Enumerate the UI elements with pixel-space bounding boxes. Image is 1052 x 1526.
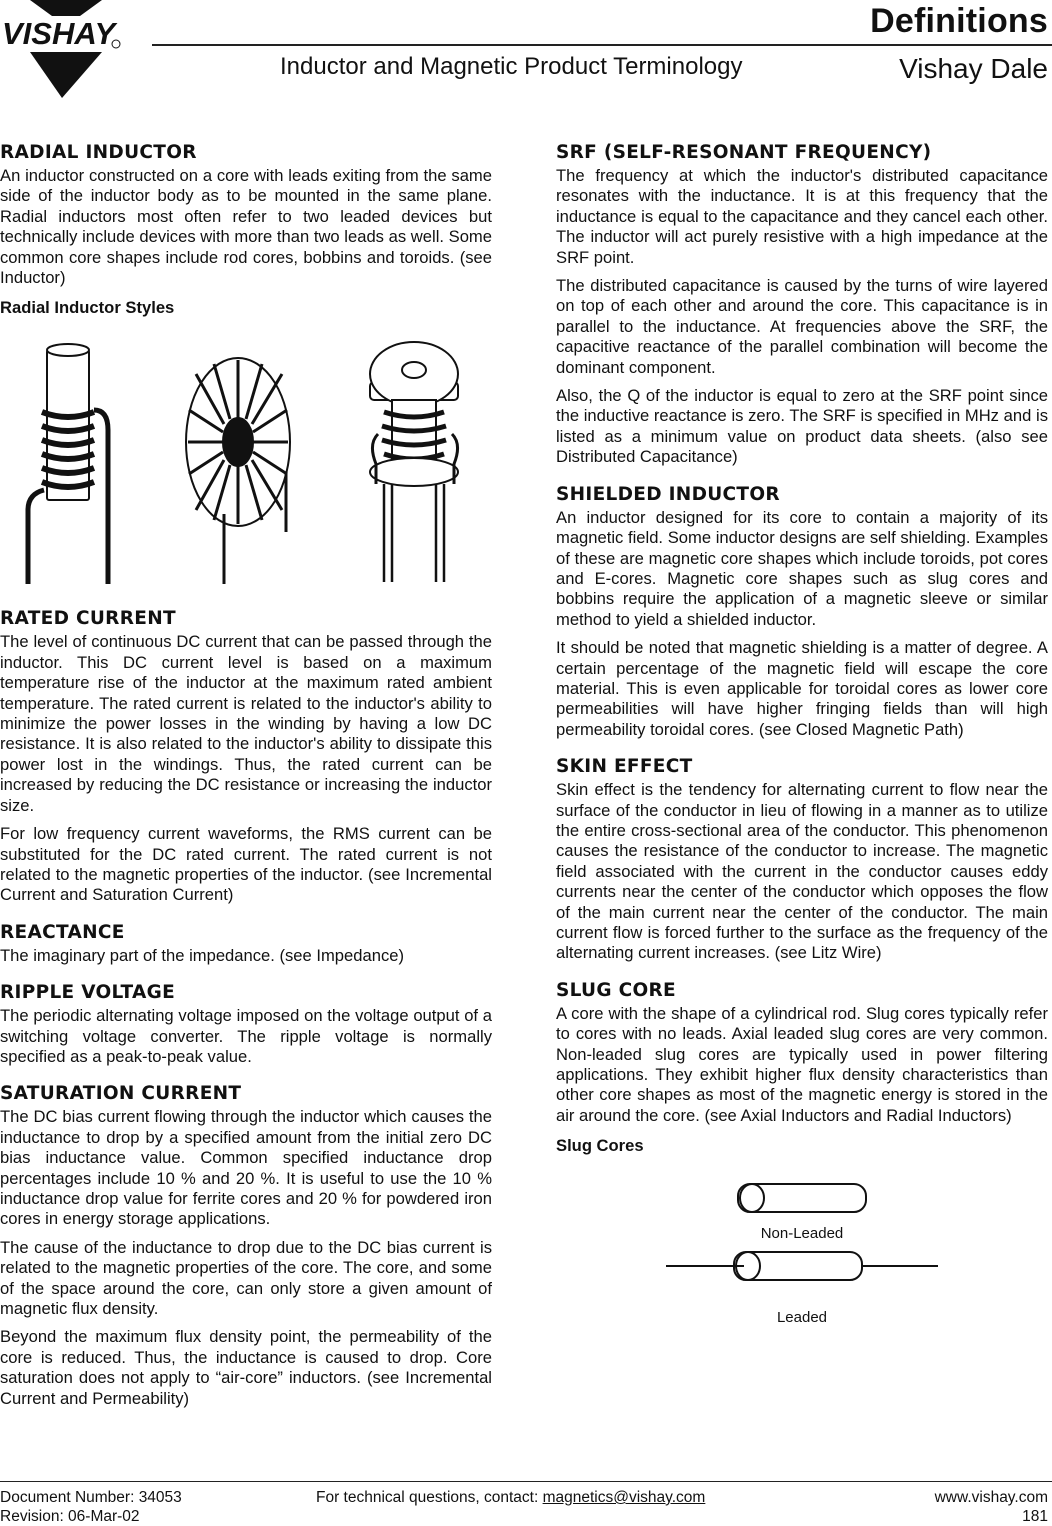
heading-reactance: REACTANCE [0,921,125,943]
header-rule [152,44,1052,46]
contact-email-link[interactable]: magnetics@vishay.com [542,1489,706,1506]
page-subtitle: Inductor and Magnetic Product Terminology [280,53,743,80]
left-column [0,142,492,1425]
section-slug-core [556,980,1048,1370]
label-non-leaded: Non-Leaded [760,1225,844,1243]
radial-inductor-styles-figure [0,322,492,592]
section-ripple-voltage [0,982,492,1067]
figure-label-slug: Slug Cores [556,1136,644,1156]
company-name: Vishay Dale [899,53,1048,84]
vishay-logo [0,0,125,100]
heading-skin-effect: SKIN EFFECT [556,756,693,778]
paragraph: A core with the shape of a cylindrical rod. Slug cores typically refer to cores with no leads. Axial leaded slug cores are very common. Non-leaded slug cores are typically used in power filtering applications. They exhibit higher flux density characteristics than other core shapes as most of the magnetic energy is stored in the air around the core. (see Axial Inductors and Radial Inductors) [556,1003,1048,1125]
page-title: Definitions [870,2,1048,40]
toroid-inductor [186,358,290,584]
paragraph: For low frequency current waveforms, the RMS current can be substituted for the DC rated current. The rated current is not related to the magnetic properties of the inductor. (see Incremental Current and Saturation Current) [0,824,492,905]
paragraph: The distributed capacitance is caused by the turns of wire layered on top of each other and around the core. This capacitance is in parallel to the inductance. At frequencies above the SRF, the capacitive reactance of the parallel combination will become the dominant component. [556,276,1048,377]
paragraph: The imaginary part of the impedance. (see Impedance) [0,945,404,965]
contact-prefix: For technical questions, contact: [316,1489,543,1506]
slug-cores-figure [556,1170,1048,1370]
document-number: Document Number: 34053 [0,1489,182,1506]
section-skin-effect [556,756,1048,964]
paragraph: The frequency at which the inductor's distributed capacitance resonates with the inductance. It is at this frequency that the inductance is equal to the capacitance and they cancel each other. The inductor will act purely resistive with a high impedance at the SRF point. [556,166,1048,267]
svg-text:VISHAY: VISHAY [2,16,116,51]
bobbin-inductor [370,342,458,582]
heading-rated-current: RATED CURRENT [0,608,176,630]
paragraph: The DC bias current flowing through the inductor which causes the inductance to drop by a specified amount from the initial zero DC bias inductance value. Common specified inductance drop percentages include 10 % and 20 %. It is useful to use the 10 % inductance drop value for ferrite cores and 20 % for powdered iron cores in energy storage applications. [0,1107,492,1229]
footer-right [935,1488,1048,1526]
rod-core-inductor [28,344,108,584]
section-reactance [0,922,492,966]
heading-radial-inductor: RADIAL INDUCTOR [0,142,197,163]
paragraph: Beyond the maximum flux density point, the permeability of the core is reduced. Thus, the inductance is caused to drop. Core saturation does not apply to “air-core” inductors. (see Incremental Current and Permeability) [0,1327,492,1408]
paragraph: Also, the Q of the inductor is equal to zero at the SRF point since the inductive reactance is zero. The SRF is specified in MHz and is listed as a minimum value on product data sheets. (also see Distributed Capacitance) [556,386,1048,467]
paragraph: Skin effect is the tendency for alternating current to flow near the surface of the conductor in lieu of flowing in a manner as to utilize the entire cross-sectional area of the conductor. This phenomenon causes the resistance of the conductor to increase. The magnetic field associated with the current in the conductor causes eddy currents near the center of the conductor which opposes the flow of the main current near the center of the conductor. The main current flow is forced further to the surface as the frequency of the alternating current increases. (see Litz Wire) [556,780,1048,963]
paragraph: The periodic alternating voltage imposed on the voltage output of a switching voltage converter. The ripple voltage is normally specified as a peak-to-peak value. [0,1006,492,1066]
paragraph: An inductor constructed on a core with leads exiting from the same side of the inductor body as to be mounted in the same plane. Radial inductors most often refer to two leaded devices but technically include devices with more than two leads as well. Some common core shapes include rod cores, bobbins and toroids. (see Inductor) [0,166,492,288]
website-link[interactable]: www.vishay.com [934,1489,1048,1506]
section-rated-current [0,608,492,905]
non-leaded-slug [738,1184,866,1212]
page-number: 181 [1022,1508,1048,1525]
right-column [556,142,1048,1386]
paragraph: An inductor designed for its core to contain a majority of its magnetic field. Some inductor designs are self shielding. Examples of these are magnetic core shapes which include toroids, pot cores and E-cores. Magnetic core shapes such as slug cores and bobbins require the application of a magnetic sleeve or similar method to yield a shielded inductor. [556,507,1048,629]
footer-rule [0,1481,1052,1482]
heading-shielded-inductor: SHIELDED INDUCTOR [556,483,780,505]
leaded-slug [666,1252,938,1280]
footer-left [0,1488,182,1526]
figure-label-radial: Radial Inductor Styles [0,298,175,318]
section-saturation-current [0,1083,492,1409]
section-radial-inductor [0,142,492,592]
paragraph: It should be noted that magnetic shielding is a matter of degree. A certain percentage of the magnetic field will escape the core material. This is even applicable for toroidal cores as lower core permeabilities will have higher fringing fields than will high permeability toroidal cores. (see Closed Magnetic Path) [556,638,1048,739]
section-shielded-inductor [556,484,1048,740]
paragraph: The level of continuous DC current that can be passed through the inductor. This DC current level is based on a maximum temperature rise of the inductor at the maximum rated ambient temperature. The rated current is related to the inductor's ability to minimize the power losses in the winding by having a low DC resistance. It is also related to the inductor's ability to dissipate this power lost in the windings. Thus, the rated current can be increased by reducing the DC resistance or increasing the inductor size. [0,632,492,815]
heading-slug-core: SLUG CORE [556,979,676,1001]
section-srf [556,142,1048,468]
heading-saturation-current: SATURATION CURRENT [0,1083,242,1105]
paragraph: The cause of the inductance to drop due to the DC bias current is related to the magnetic properties of the core. The core, and some of the space around the core, can only store a given amount of magnetic flux density. [0,1237,492,1318]
label-leaded: Leaded [776,1309,828,1327]
heading-ripple-voltage: RIPPLE VOLTAGE [0,982,176,1004]
revision: Revision: 06-Mar-02 [0,1508,140,1525]
heading-srf: SRF (SELF-RESONANT FREQUENCY) [556,142,932,163]
footer-contact [316,1488,705,1507]
